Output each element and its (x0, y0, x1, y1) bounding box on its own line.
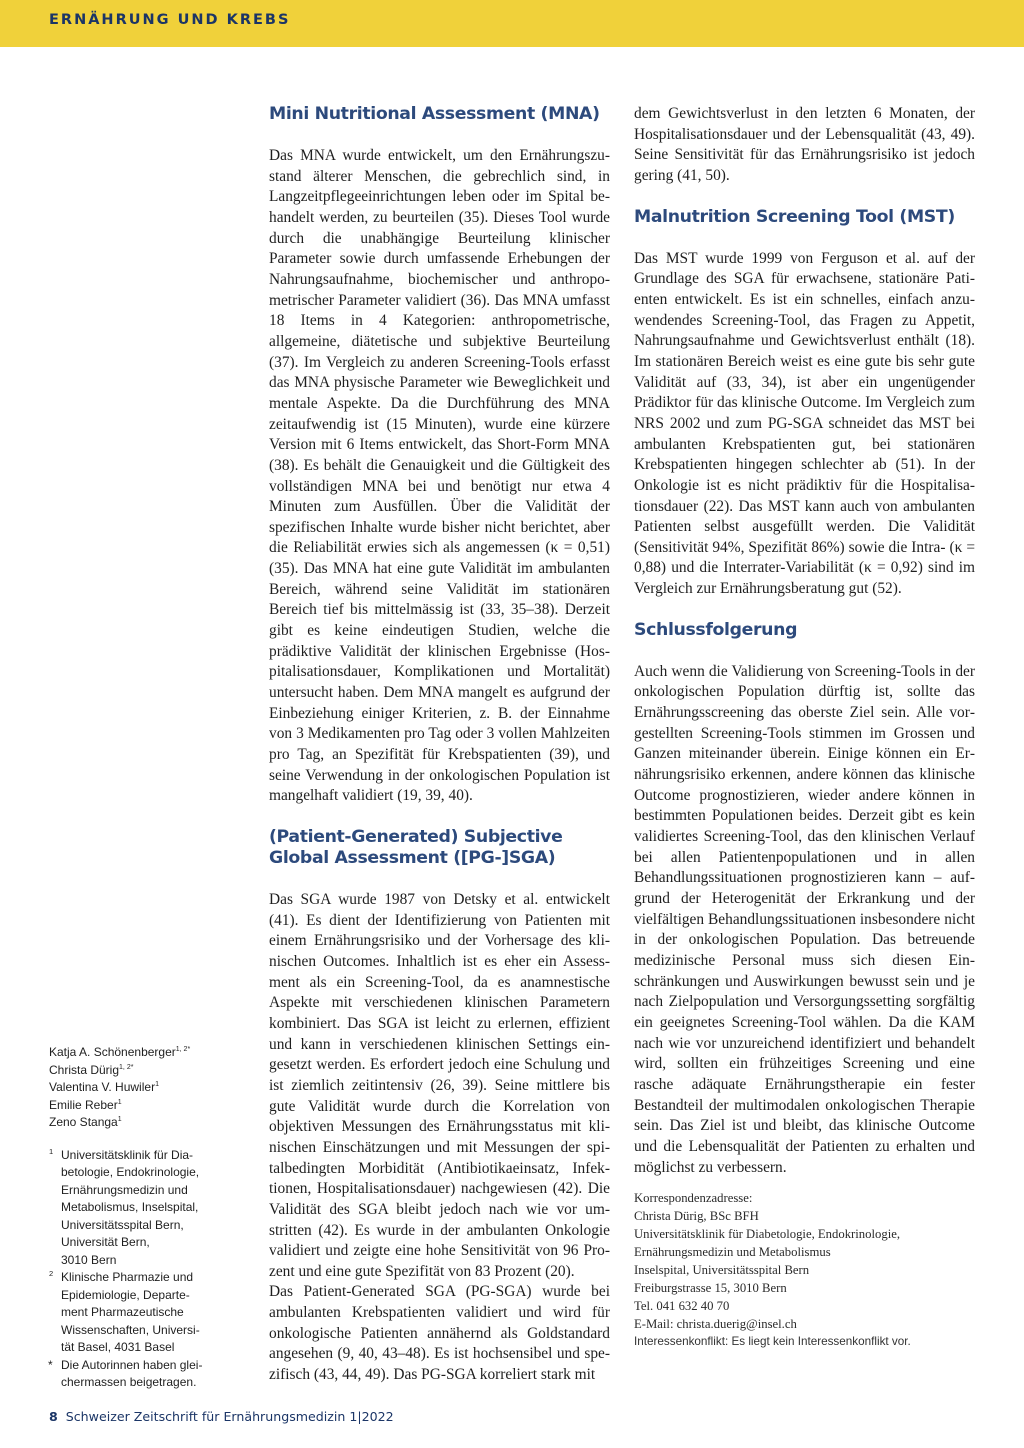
sga-continued-paragraph: dem Gewichtsverlust in den letzten 6 Monaten, der Hospitalisationsdauer und der Lebensqualität (43, 49). Seine Sensitivität für das Ernährungsrisiko ist jedoch gering (41, 50). (634, 105, 975, 184)
section-label: ERNÄHRUNG UND KREBS (49, 12, 291, 28)
middle-column (269, 104, 610, 1386)
author-name: Valentina V. Huwiler$^1$ (49, 1080, 159, 1094)
sga-paragraph-1: Das SGA wurde 1987 von Detsky et al. entwickelt (41). Es dient der Identifizierung von Patienten mit einem Ernährungsrisiko und der Vorhersage des klinischen Outcomes. Inhaltlich ist es eher ein Assessment als ein Screening-Tool, da es anamnestische Aspekte mit verschiedenen klinischen Parametern kombiniert. Das SGA ist leicht zu erlernen, effizient und kann in verschiedenen klinischen Settings eingesetzt werden. Es erfordert jedoch eine Schulung und ist ziemlich zeitintensiv (26, 39). Seine mittlere bis gute Validität wurde durch die Korrelation von objektiven Messungen des Ernährungsstatus mit klinischen Einschätzungen und mit Messungen der spitalbedingten Morbidität (Antibiotikaeinsatz, Infektionen, Hospitalisationsdauer) nachgewiesen (42). Die Validität des SGA bleibt jedoch nach wie vor umstritten (42). Es wurde in der ambulanten Onkologie validiert und zeigte eine hohe Sensitivität von 96 Prozent und eine gute Spezifität von 83 Prozent (20). (269, 891, 610, 1280)
right-column (634, 104, 975, 1351)
contact-institution: Universitätsklinik für Diabetologie, Endokrinologie, (634, 1227, 901, 1242)
contact-name: Christa Dürig, BSc BFH (634, 1209, 759, 1224)
author-sidebar (49, 1044, 224, 1392)
author-name: Zeno Stanga$^1$ (49, 1115, 122, 1129)
correspondence-block (634, 1189, 975, 1351)
affiliation-1: 1 Universitätsklinik für Dia- betologie, Endokrinologie, Ernährungsmedizin und Metabolismus, Inselspital, Universitätsspital Bern, Universität Bern, 3010 Bern (49, 1146, 200, 1267)
mna-paragraph: Das MNA wurde entwickelt, um den Ernährungszustand älterer Menschen, die gebrechlich sind, in Langzeitpflegeeinrichtungen leben oder im Spital behandelt werden, zu beurteilen (35). Dieses Tool wurde durch die unabhängige Beurteilung klinischer Parameter sowie durch umfassende Erhebungen der Nahrungsaufnahme, biochemischer und anthropometrischer Parameter validiert (36). Das MNA umfasst 18 Items in 4 Kategorien: anthropometrische, allgemeine, diätetische und subjektive Beurteilung (37). Im Vergleich zu anderen Screening-Tools erfasst das MNA physische Parameter wie Beweglichkeit und mentale Aspekte. Da die Durchführung des MNA zeitaufwendig ist (15 Minuten), wurde eine kürzere Version mit 6 Items entwickelt, das Short-Form MNA (38). Es behält die Genauigkeit und die Gültigkeit des vollständigen MNA bei und benötigt nur etwa 4 Minuten zum Ausfüllen. Über die Validität der spezifischen Inhalte wurde bisher nicht berichtet, aber die Reliabilität erwies sich als angemessen (κ = 0,51) (35). Das MNA hat eine gute Validität im ambulanten Bereich, während seine Validität im stationären Bereich tief bis mittelmässig ist (33, 35–38). Derzeit gibt es keine eindeutigen Studien, welche die prädiktive Validität der klinischen Ergebnisse (Hospitalisationsdauer, Komplikationen und Mortalität) untersucht haben. Dem MNA mangelt es aufgrund der Einbeziehung einiger Kriterien, z. B. der Einnahme von 3 Medikamenten pro Tag oder 3 vollen Mahlzeiten pro Tag, an Spezifität für Krebspatienten (39), und seine Verwendung in der onkologischen Population ist mangelhaft validiert (19, 39, 40). (269, 147, 610, 805)
affiliation-equal-contribution: * Die Autorinnen haben glei- chermassen beigetragen. (48, 1357, 203, 1389)
affiliation-list (49, 1147, 224, 1392)
author-name: Katja A. Schönenberger$^{1, 2*}$ (49, 1045, 191, 1059)
journal-title: Schweizer Zeitschrift für Ernährungsmedizin 1|2022 (65, 1409, 394, 1424)
contact-label: Korrespondenzadresse: (634, 1191, 753, 1206)
contact-department: Ernährungsmedizin und Metabolismus (634, 1245, 831, 1260)
heading-sga: (Patient-Generated) Subjective Global Assessment ([PG-]SGA) (269, 827, 563, 868)
author-list (49, 1044, 224, 1132)
heading-conclusion: Schlussfolgerung (634, 619, 798, 640)
heading-mst: Malnutrition Screening Tool (MST) (634, 206, 955, 227)
page-number: 8 (49, 1409, 58, 1424)
conflict-of-interest: Interessenkonflikt: Es liegt kein Interessenkonflikt vor. (634, 1335, 911, 1349)
section-header-bar (0, 0, 1024, 47)
mst-paragraph: Das MST wurde 1999 von Ferguson et al. auf der Grundlage des SGA für erwachsene, stationäre Patienten entwickelt. Es ist ein schnelles, einfach anzuwendendes Screening-Tool, das Fragen zu Appetit, Nahrungsaufnahme und Gewichtsverlust enthält (18). Im stationären Bereich weist es eine gute bis sehr gute Validität auf (33, 34), ist aber ein ungenügender Prädiktor für das klinische Outcome. Im Vergleich zum NRS 2002 und zum PG-SGA schneidet das MST bei ambulanten Krebspatienten gut, bei stationären Krebspatienten hingegen schlechter ab (51). In der Onkologie ist es nicht prädiktiv für die Hospitalisationsdauer (22). Das MST kann auch von ambulanten Patienten selbst ausgefüllt werden. Die Validität (Sensitivität 94%, Spezifität 86%) sowie die Intra- (κ = 0,88) und die Interrater-Variabilität (κ = 0,92) sind im Vergleich zur Ernährungsberatung gut (52). (634, 249, 975, 598)
heading-mna: Mini Nutritional Assessment (MNA) (269, 104, 600, 124)
contact-email[interactable]: E-Mail: christa.duerig@insel.ch (634, 1317, 797, 1332)
contact-phone: Tel. 041 632 40 70 (634, 1299, 730, 1314)
contact-street: Freiburgstrasse 15, 3010 Bern (634, 1281, 787, 1296)
affiliation-2: 2 Klinische Pharmazie und Epidemiologie, Departe- ment Pharmazeutische Wissenschaften, Universi- tät Basel, 4031 Basel (49, 1269, 200, 1354)
contact-hospital: Inselspital, Universitätsspital Bern (634, 1263, 810, 1278)
author-name: Christa Dürig$^{1, 2*}$ (49, 1062, 134, 1077)
sga-paragraph-2: Das Patient-Generated SGA (PG-SGA) wurde bei ambulanten Krebspatienten validiert und wird für onkologische Patienten annähernd als Goldstandard angesehen (9, 40, 43–48). Es ist hochsensibel und spezifisch (43, 44, 49). Das PG-SGA korreliert stark mit (269, 1283, 610, 1384)
conclusion-paragraph: Auch wenn die Validierung von Screening-Tools in der onkologischen Population dürftig ist, sollte das Ernährungsscreening das oberste Ziel sein. Alle vorgestellten Screening-Tools stimmen im Grossen und Ganzen miteinander überein. Einige können ein Ernährungsrisiko erkennen, andere können das klinische Outcome prognostizieren, wieder andere können in bestimmten Populationen beides. Derzeit gibt es kein validiertes Screening-Tool, das den klinischen Verlauf bei allen Patientenpopulationen und in allen Behandlungssituationen prognostizieren kann – aufgrund der Heterogenität der Erkrankung und der vielfältigen Behandlungssituationen insbesondere nicht in der onkologischen Population. Das betreuende medizinische Personal muss sich diesen Einschränkungen und Auswirkungen bewusst sein und je nach Zielpopulation und Versorgungssetting sorgfältig ein geeignetes Screening-Tool wählen. Da die KAM nach wie vor unzureichend identifiziert und behandelt wird, sollten ein frühzeitiges Screening und eine rasche adäquate Ernährungstherapie ein fester Bestandteil der multimodalen onkologischen Therapie sein. Das Ziel ist und bleibt, das klinische Outcome und die Lebensqualität der Patienten zu erhalten und möglichst zu verbessern. (634, 662, 975, 1176)
author-name: Emilie Reber$^1$ (49, 1097, 122, 1112)
page-footer (49, 1409, 394, 1424)
